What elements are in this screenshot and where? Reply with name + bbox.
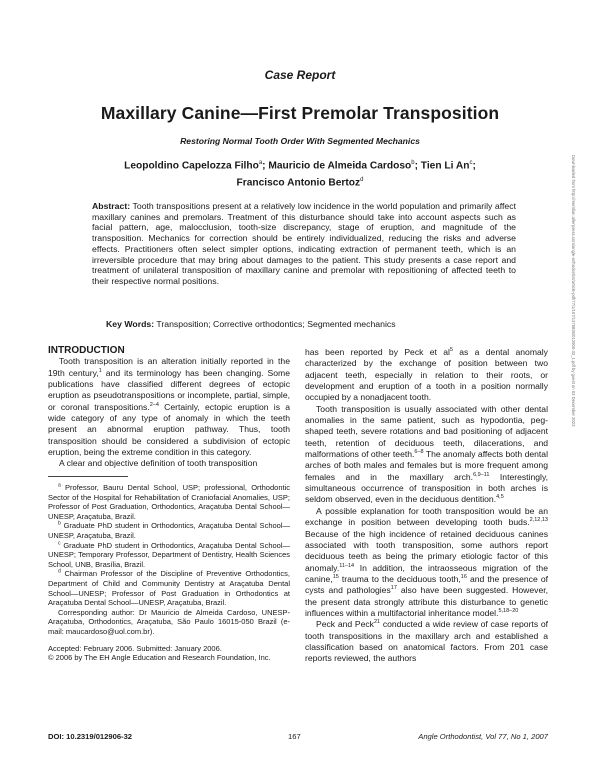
copyright: © 2006 by The EH Angle Education and Research Foundation, Inc.: [48, 653, 271, 663]
keywords-text: Transposition; Corrective orthodontics; Segmented mechanics: [156, 319, 396, 329]
citation: 5,18–20: [498, 608, 519, 615]
citation: 5: [449, 347, 453, 354]
abstract-text: Tooth transpositions present at a relatively low incidence in the world population and primarily affect maxillary canines and premolars. Treatment of this disturbance should take into account aspects such as facial pattern, age, malocclusion, tooth-size discrepancy, stage of eruption, and magnitude of the transposition. Mechanics for correction should be entirely individualized, reducing the risks and adverse effects. Practitioners often select simpler options, indicating extraction of permanent teeth, which is an irreversible procedure that may bring about damages to the patient. This study presents a case report and treatment of unilateral transposition of maxillary canine and premolar with repositioning of affected teeth to their respective normal positions.: [92, 201, 516, 286]
abstract: [92, 201, 516, 287]
abstract-label: Abstract:: [92, 201, 131, 211]
text-run: Interestingly, simultaneous occurrence of transposition in both arches is seldom observed, even in the deciduous dentition.: [305, 471, 548, 505]
section-label: Case Report: [264, 68, 336, 82]
footnote: [48, 521, 290, 540]
text-run: also have been suggested. However, the present data strongly attribute this disturbance to genetic influences within a multifactorial inheritance model.: [305, 585, 548, 618]
citation: 21: [373, 619, 381, 626]
correspondence: Corresponding author: Dr Mauricio de Almeida Cardoso, UNESP-Araçatuba, Orthodontics, Araçatuba, São Paulo 16015-050 Brazil (e-mail: maucardoso@uol.com.br).: [48, 607, 290, 636]
paragraph: [305, 347, 548, 404]
citation: 17: [390, 585, 397, 592]
text-run: Certainly, ectopic eruption is a wide category of any type of anomaly in which the teeth present an abnormal eruption pathway. Thus, tooth transposition should be considered a subdivision of ectopic eruption, being the extreme condition in this category.: [48, 401, 291, 458]
footnote-mark: a: [58, 482, 61, 489]
paragraph: [48, 356, 290, 458]
citation: 2–4: [149, 401, 159, 408]
text-run: Peck and Peck: [316, 619, 374, 630]
author-name: ; Tien Li An: [414, 160, 470, 172]
citation: 6–8: [414, 449, 424, 456]
keywords: [106, 319, 506, 329]
footnote: [48, 569, 290, 607]
citation: 1: [98, 367, 102, 374]
text-run: as a dental anomaly characterized by the exchange of position between two adjacent teeth, especially in relation to their roots, or development and eruption of a tooth in a position normally occupied by a nonadjacent tooth.: [305, 347, 548, 403]
author-list: [0, 156, 600, 191]
footnote-divider: [48, 476, 128, 477]
footnote: [48, 483, 290, 521]
footnote-text: Chairman Professor of the Discipline of Preventive Orthodontics, Department of Child and Community Dentistry at Araçatuba Dental School—UNESP; Professor of Post Graduation in Orthodontics at Araçatuba Dental School—UNESP, Araçatuba, Brazil.: [48, 569, 290, 608]
text-run: In addition, the intraosseous migration of the canine,: [305, 562, 548, 584]
author-affiliation-mark: c: [469, 160, 473, 166]
footnote: [48, 541, 290, 570]
footnote-text: Graduate PhD student in Orthodontics, Araçatuba Dental School—UNESP, Araçatuba, Brazil.: [48, 521, 290, 540]
section-heading: INTRODUCTION: [48, 345, 125, 356]
article-title: Maxillary Canine—First Premolar Transposition: [100, 103, 500, 123]
citation: 11–14: [339, 562, 355, 569]
footnote-mark: b: [58, 520, 61, 527]
footnotes: [48, 483, 290, 663]
download-watermark: [566, 155, 576, 595]
paragraph: [305, 619, 548, 664]
author-line-2: [0, 173, 600, 190]
footnote-mark: c: [58, 540, 61, 547]
citation: 4,5: [496, 494, 504, 501]
footnote-text: Professor, Bauru Dental School, USP; professional, Orthodontic Sector of the Hospital for Rehabilitation of Craniofacial Anomalies, USP; Professor of Post Graduation, Orthodontics, Araçatuba Dental School—UNESP, Araçatuba, Brazil.: [48, 483, 290, 521]
footnote-mark: d: [58, 568, 61, 575]
author-name: ; Mauricio de Almeida Cardoso: [262, 160, 412, 172]
author-separator: ;: [472, 160, 476, 172]
author-affiliation-mark: b: [411, 160, 415, 166]
accepted-date: Accepted: February 2006. Submitted: January 2006.: [48, 643, 222, 653]
footnote-text: Graduate PhD student in Orthodontics, Araçatuba Dental School—UNESP; Temporary Professor, Department of Dentistry, Health Sciences School, UNB, Brasília, Brazil.: [48, 540, 290, 569]
text-run: has been reported by Peck et al: [305, 347, 450, 357]
text-run: Tooth transposition is an alteration initially reported in the 19th century,: [48, 356, 290, 378]
left-column: [48, 345, 290, 470]
paragraph: [305, 404, 548, 506]
text-run: Tooth transposition is usually associated with other dental anomalies in the same patient, such as hypodontia, peg-shaped teeth, severe rotations and bad positioning of adjacent teeth, retention of deciduous teeth, dilacerations, and malformations of other teeth.: [305, 403, 548, 460]
page-number: 167: [288, 732, 301, 741]
footer-doi[interactable]: DOI: 10.2319/012906-32: [48, 732, 133, 741]
paragraph: [305, 506, 548, 619]
text-run: conducted a wide review of case reports of tooth transpositions in the maxillary arch and established a classification based on anatomical factors. From 201 case reports reviewed, the authors: [305, 619, 549, 664]
citation: 6,9–11: [473, 471, 490, 478]
citation: 15: [332, 574, 339, 581]
text-run: A possible explanation for tooth transposition would be an exchange in position between developing tooth buds.: [305, 505, 548, 528]
citation: 16: [460, 574, 467, 581]
journal-citation: Angle Orthodontist, Vol 77, No 1, 2007: [418, 732, 548, 741]
text-run: Because of the high incidence of retained deciduous canines associated with tooth transposition, some authors report deciduous teeth as being the primary etiologic factor of this anomaly.: [305, 528, 548, 573]
watermark-text: Downloaded from http://meridian.allenpress.com/angle-orthodontist/article-pdf/77/1/167/1375835/012906-32_1.pdf by guest on 03 December 2023: [571, 155, 576, 427]
author-affiliation-mark: a: [258, 160, 263, 166]
citation: 2,12,13: [529, 517, 548, 524]
paragraph: A clear and objective definition of tooth transposition: [59, 458, 258, 469]
article-subtitle: Restoring Normal Tooth Order With Segmented Mechanics: [180, 136, 420, 146]
keywords-label: Key Words:: [106, 319, 155, 329]
author-line-1: [0, 156, 600, 173]
text-run: trauma to the deciduous tooth,: [338, 573, 461, 584]
right-column: [305, 347, 548, 665]
text-run: The anomaly affects both dental arches of both males and females but is more frequent among females and in the maxillary arch.: [305, 449, 548, 482]
author-name: Francisco Antonio Bertoz: [236, 177, 361, 189]
text-run: and the presence of cysts and pathologies: [305, 573, 548, 596]
text-run: and its terminology has been changing. Some publications have classified different degrees of ectopic eruption as pseudotranspositions or incomplete, partial, simple, or coronal transpositions.: [48, 367, 290, 412]
author-name: Leopoldino Capelozza Filho: [124, 160, 259, 172]
author-affiliation-mark: d: [360, 177, 364, 184]
